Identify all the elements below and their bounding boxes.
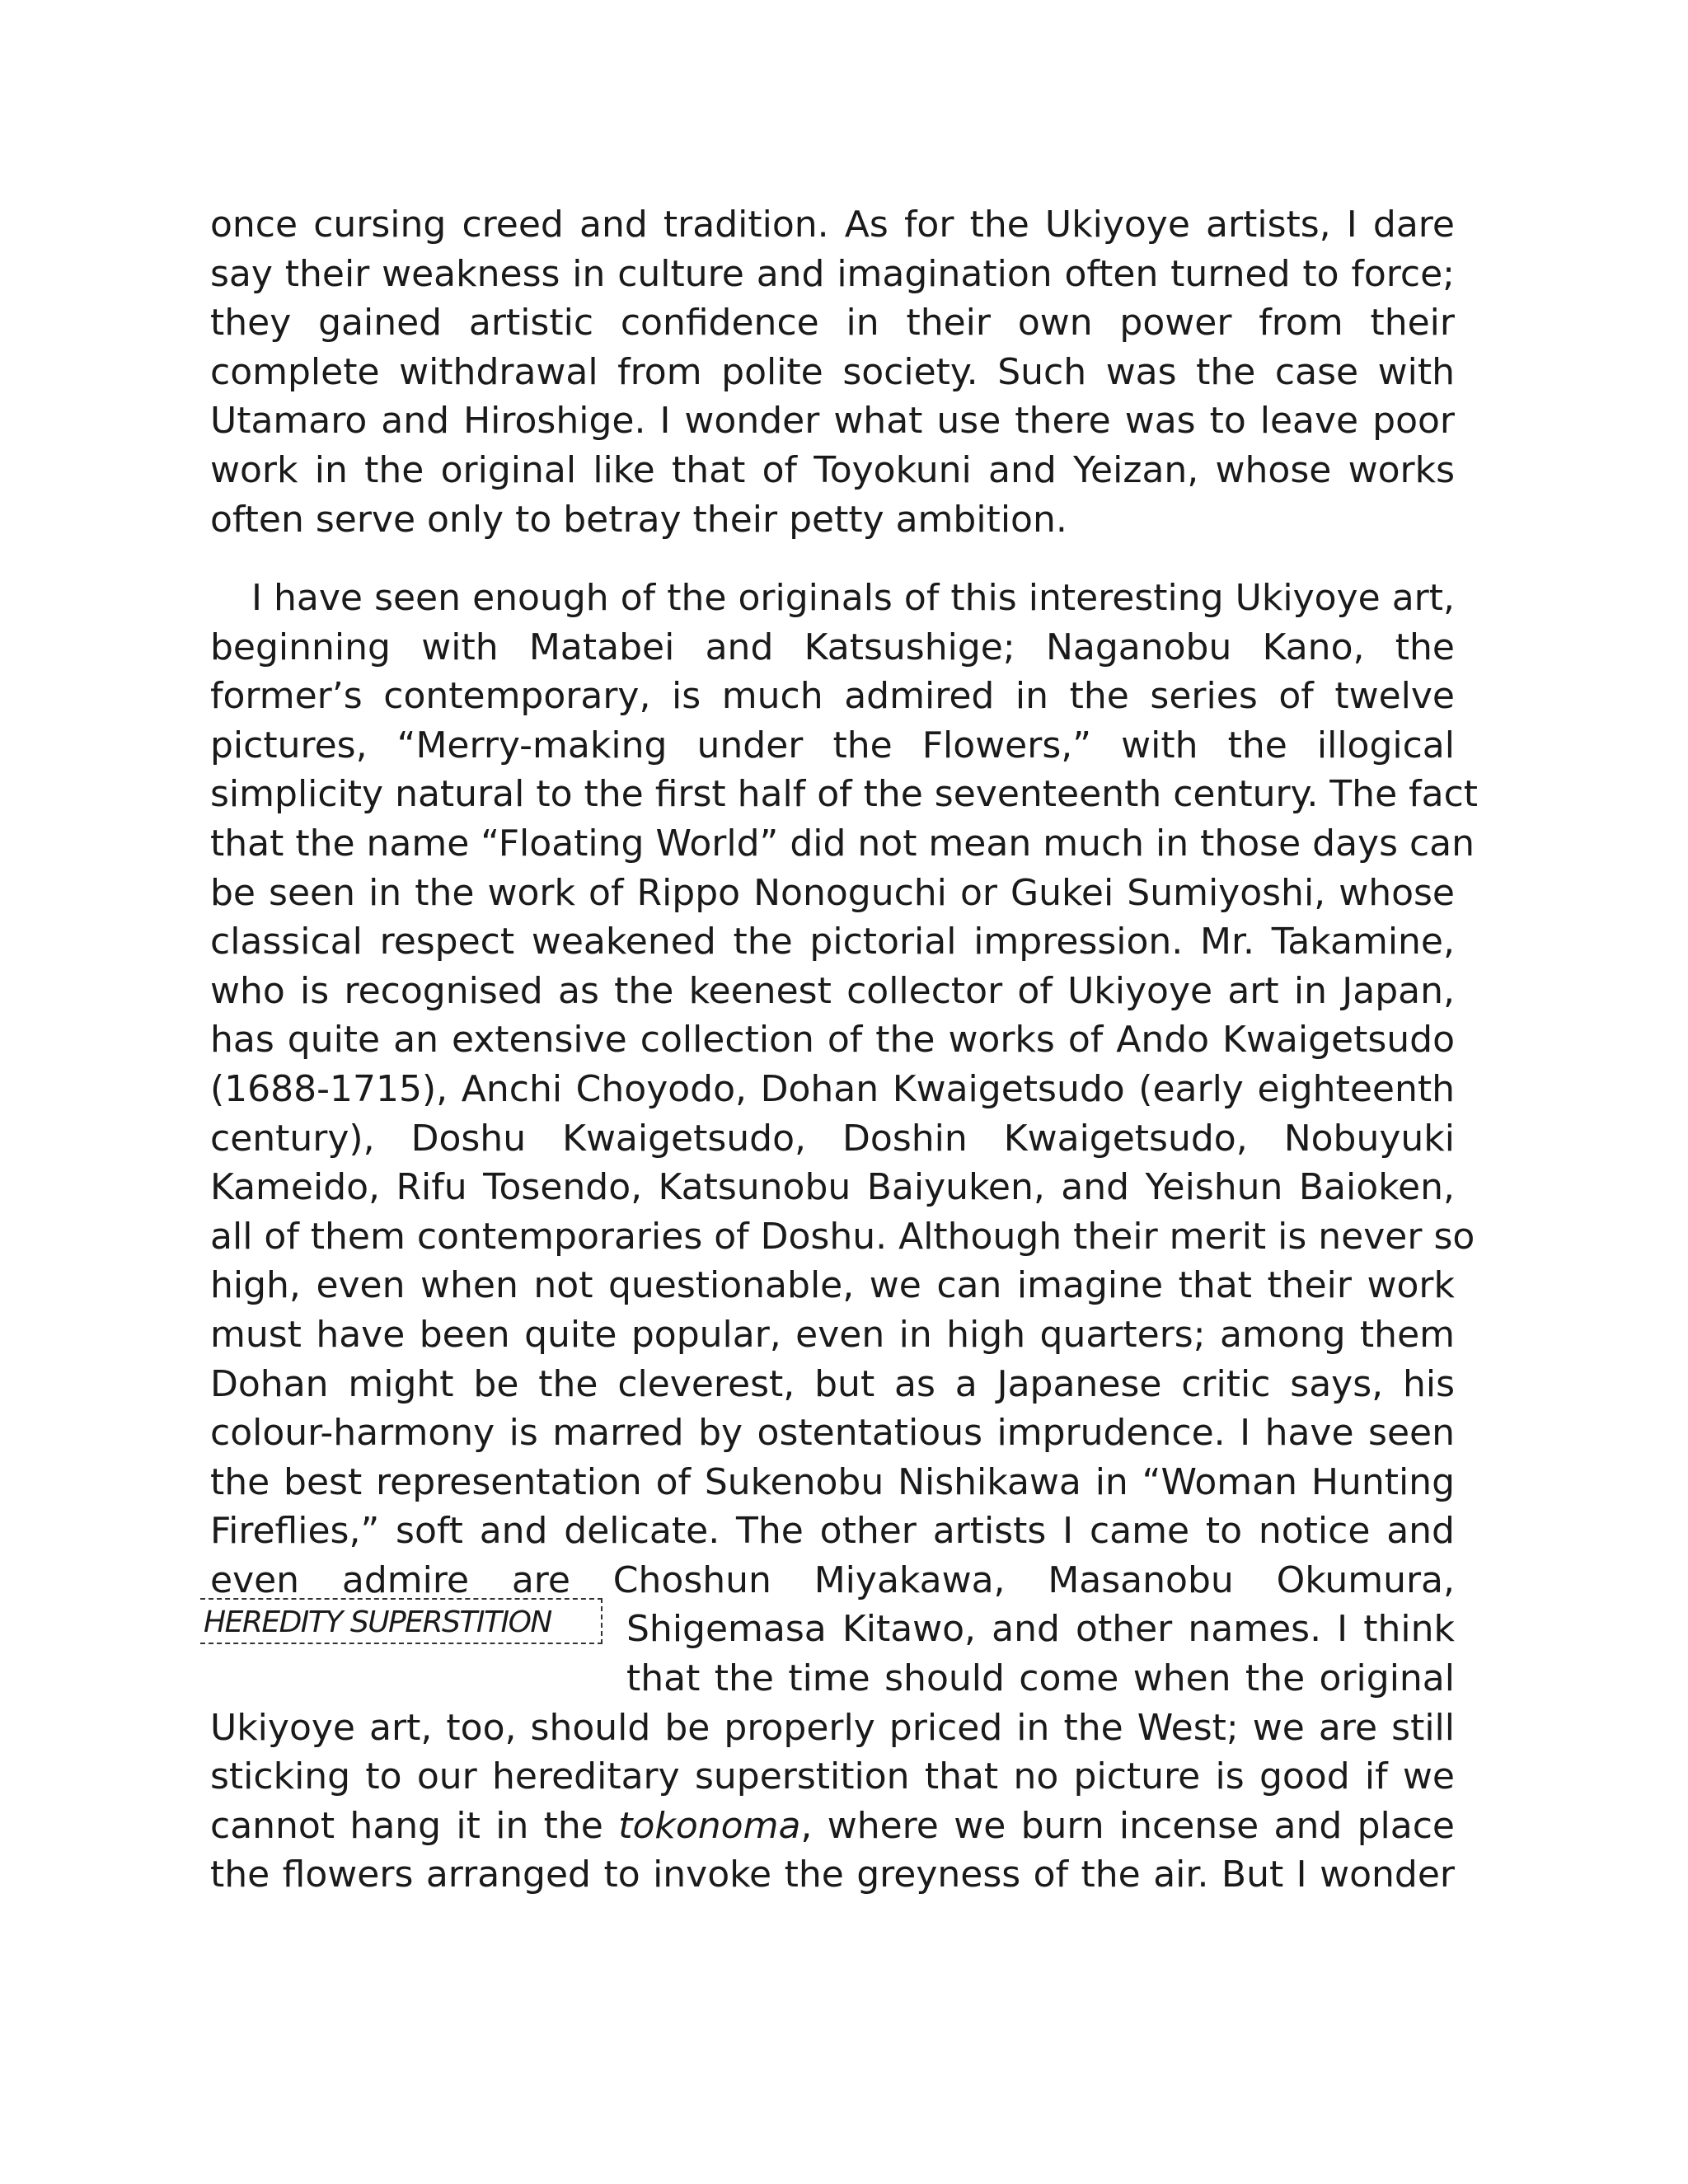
text-line: Fireflies,” soft and delicate. The other artists I came to notice and	[210, 1510, 1455, 1553]
text-line: simplicity natural to the first half of the seventeenth century. The fact	[210, 773, 1479, 816]
paragraph-2	[210, 574, 1479, 1900]
text-line: century), Doshu Kwaigetsudo, Doshin Kwaigetsudo, Nobuyuki	[210, 1117, 1455, 1160]
text-line: classical respect weakened the pictorial impression. Mr. Takamine,	[210, 921, 1455, 963]
text-line: high, even when not questionable, we can imagine that their work	[210, 1264, 1455, 1307]
marginal-sidenote: HEREDITY SUPERSTITION	[200, 1598, 603, 1644]
text-line: Ukiyoye art, too, should be properly priced in the West; we are still	[210, 1706, 1455, 1749]
text-line: the flowers arranged to invoke the greyness of the air. But I wonder	[210, 1854, 1455, 1896]
text-line: even admire are Choshun Miyakawa, Masanobu Okumura,	[210, 1558, 1455, 1601]
text-line: they gained artistic confidence in their own power from their	[210, 302, 1455, 344]
text-line: often serve only to betray their petty ambition.	[210, 498, 1067, 541]
text-line: sticking to our hereditary superstition that no picture is good if we	[210, 1755, 1455, 1798]
text-line: (1688-1715), Anchi Choyodo, Dohan Kwaigetsudo (early eighteenth	[210, 1067, 1455, 1110]
text-line: once cursing creed and tradition. As for the Ukiyoye artists, I dare	[210, 204, 1455, 246]
tokonoma-before: cannot hang it in the	[210, 1804, 619, 1847]
text-line: complete withdrawal from polite society. Such was the case with	[210, 350, 1455, 393]
text-line: who is recognised as the keenest collector of Ukiyoye art in Japan,	[210, 969, 1455, 1012]
text-line: must have been quite popular, even in high quarters; among them	[210, 1313, 1455, 1356]
text-line: all of them contemporaries of Doshu. Although their merit is never so	[210, 1215, 1475, 1258]
text-line: pictures, “Merry-making under the Flowers,” with the illogical	[210, 724, 1455, 766]
text-line: the best representation of Sukenobu Nishikawa in “Woman Hunting	[210, 1460, 1455, 1503]
text-line: beginning with Matabei and Katsushige; Naganobu Kano, the	[210, 626, 1455, 668]
text-line: that the name “Floating World” did not mean much in those days can	[210, 822, 1475, 865]
text-line-tokonoma	[210, 1802, 1455, 1851]
tokonoma-after: , where we burn incense and place	[800, 1804, 1456, 1847]
text-line: Dohan might be the cleverest, but as a Japanese critic says, his	[210, 1362, 1455, 1405]
text-line: colour-harmony is marred by ostentatious imprudence. I have seen	[210, 1412, 1455, 1455]
text-line-beside-sidenote: Shigemasa Kitawo, and other names. I think	[626, 1608, 1455, 1651]
tokonoma-word: tokonoma	[618, 1804, 801, 1847]
text-line: work in the original like that of Toyokuni and Yeizan, whose works	[210, 448, 1455, 491]
text-line-beside-sidenote: that the time should come when the original	[626, 1657, 1455, 1700]
text-line: Utamaro and Hiroshige. I wonder what use there was to leave poor	[210, 400, 1455, 443]
text-line: I have seen enough of the originals of this interesting Ukiyoye art,	[251, 577, 1455, 619]
text-line: Kameido, Rifu Tosendo, Katsunobu Baiyuken, and Yeishun Baioken,	[210, 1166, 1455, 1209]
text-line: say their weakness in culture and imagination often turned to force;	[210, 252, 1455, 295]
paragraph-1	[210, 200, 1455, 544]
text-line: has quite an extensive collection of the works of Ando Kwaigetsudo	[210, 1019, 1455, 1062]
text-line: be seen in the work of Rippo Nonoguchi or Gukei Sumiyoshi, whose	[210, 871, 1455, 914]
text-line: former’s contemporary, is much admired in the series of twelve	[210, 675, 1455, 718]
